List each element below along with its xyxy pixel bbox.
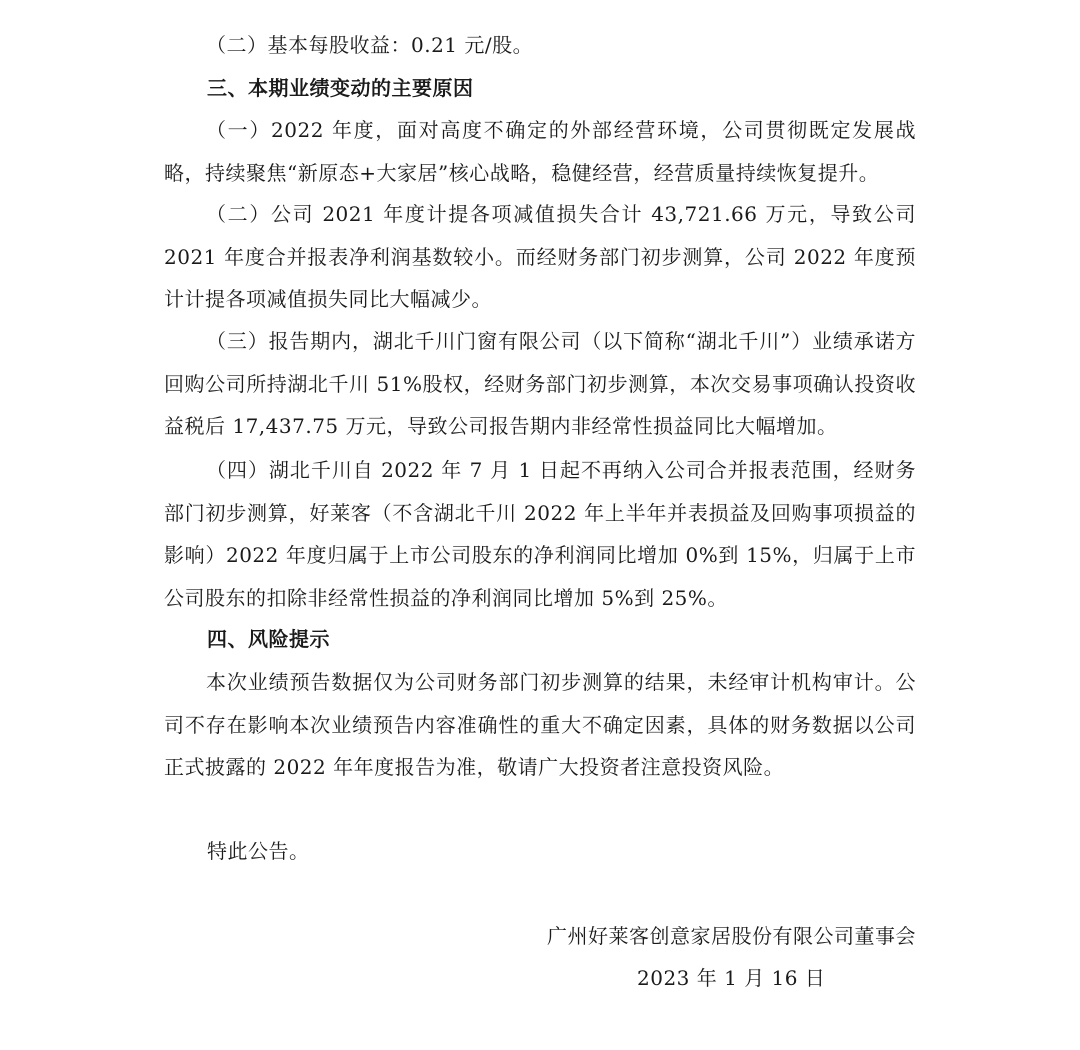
- signature-company: 广州好莱客创意家居股份有限公司董事会: [547, 924, 916, 948]
- reason-paragraph-1: （一）2022 年度，面对高度不确定的外部经营环境，公司贯彻既定发展战略，持续聚焦“新原态+大家居”核心战略，稳健经营，经营质量持续恢复提升。: [164, 118, 916, 185]
- reason-paragraph-2: （二）公司 2021 年度计提各项减值损失合计 43,721.66 万元，导致公司 2021 年度合并报表净利润基数较小。而经财务部门初步测算，公司 2022 年度预计计提各项减值损失同比大幅减少。: [164, 202, 916, 311]
- section-heading-3: 三、本期业绩变动的主要原因: [207, 76, 474, 100]
- eps-paragraph: （二）基本每股收益：0.21 元/股。: [206, 33, 534, 57]
- section-heading-4: 四、风险提示: [207, 627, 330, 651]
- reason-paragraph-3: （三）报告期内，湖北千川门窗有限公司（以下简称“湖北千川”）业绩承诺方回购公司所持湖北千川 51%股权，经财务部门初步测算，本次交易事项确认投资收益税后 17,437.75 万元，导致公司报告期内非经常性损益同比大幅增加。: [164, 329, 916, 438]
- closing-statement: 特此公告。: [207, 839, 310, 863]
- signature-date: 2023 年 1 月 16 日: [637, 966, 826, 990]
- risk-paragraph: 本次业绩预告数据仅为公司财务部门初步测算的结果，未经审计机构审计。公司不存在影响本次业绩预告内容准确性的重大不确定因素，具体的财务数据以公司正式披露的 2022 年年度报告为准，敬请广大投资者注意投资风险。: [164, 670, 916, 779]
- reason-paragraph-4: （四）湖北千川自 2022 年 7 月 1 日起不再纳入公司合并报表范围，经财务部门初步测算，好莱客（不含湖北千川 2022 年上半年并表损益及回购事项损益的影响）2022 年度归属于上市公司股东的净利润同比增加 0%到 15%，归属于上市公司股东的扣除非经常性损益的净利润同比增加 5%到 25%。: [164, 458, 916, 610]
